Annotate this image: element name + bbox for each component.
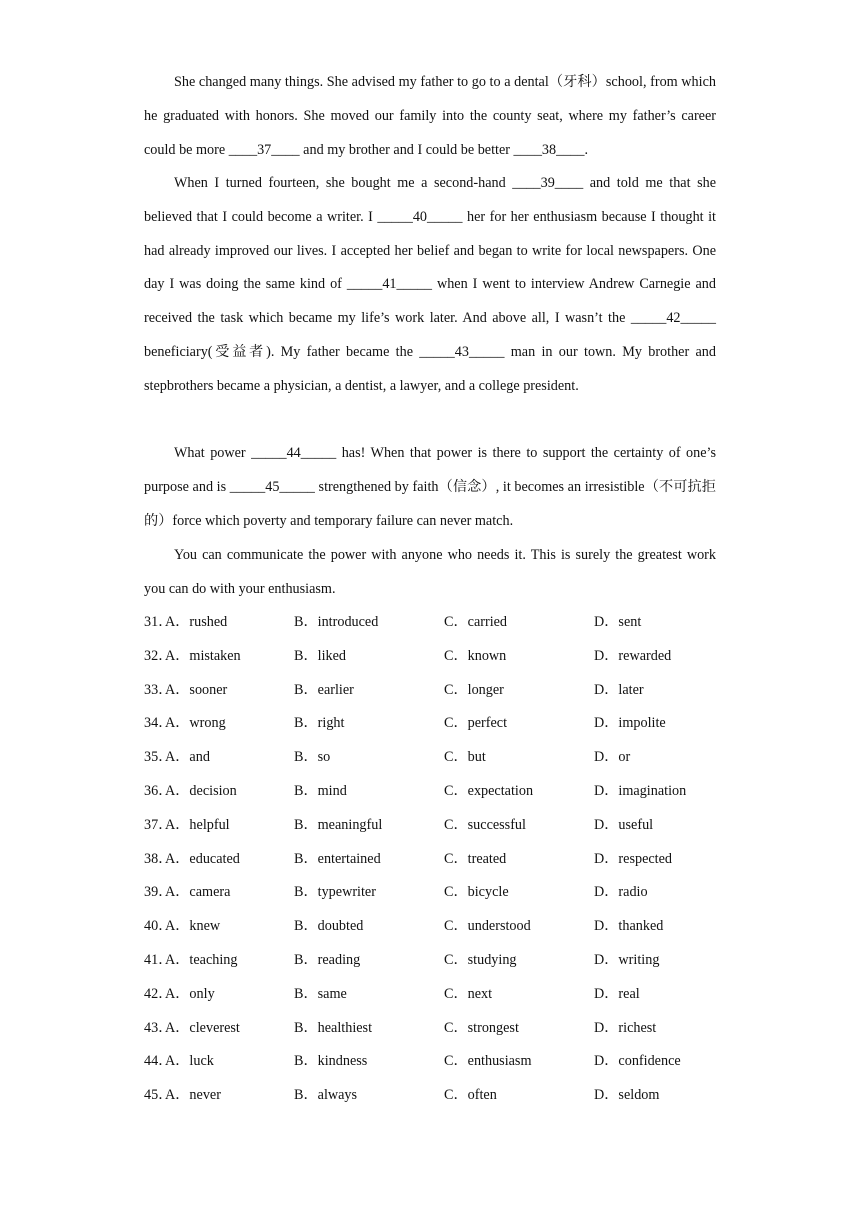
option-c: C．longer xyxy=(444,681,504,698)
question-number: 39． xyxy=(144,884,173,901)
option-b: B．introduced xyxy=(294,614,379,630)
option-a: A．only xyxy=(165,985,215,1002)
option-b: B．so xyxy=(294,749,331,766)
question-row xyxy=(144,741,724,775)
option-d: D．useful xyxy=(594,816,654,833)
option-b: B．right xyxy=(294,715,345,732)
option-c: C．strongest xyxy=(444,1019,519,1036)
passage-paragraph-1: She changed many things. She advised my father to go to a dental（牙科）school, from which he graduated with honors. She moved our family into the county seat, where my father’s career could be more ____37____ and my brother and I could be better ____38____. xyxy=(144,74,716,158)
option-c: C．known xyxy=(444,647,507,664)
question-row xyxy=(144,775,724,809)
question-number: 42． xyxy=(144,985,173,1002)
question-number: 35． xyxy=(144,749,173,766)
option-a: A．rushed xyxy=(165,614,228,630)
question-number: 37． xyxy=(144,816,173,833)
option-c: C．understood xyxy=(444,918,531,935)
passage-paragraph-2: When I turned fourteen, she bought me a second-hand ____39____ and told me that she believed that I could become a writer. I _____40_____ her for her enthusiasm because I thought it had already improved our lives. I accepted her belief and began to write for local newspapers. One day I was doing the same kind of _____41_____ when I went to interview Andrew Carnegie and received the task which became my life’s work later. And above all, I wasn’t the _____42_____ beneficiary(受益者). My father became the _____43_____ man in our town. My brother and stepbrothers became a physician, a dentist, a lawyer, and a college president. xyxy=(144,175,716,394)
option-d: D．impolite xyxy=(594,715,666,732)
option-b: B．meaningful xyxy=(294,816,383,833)
question-number: 34． xyxy=(144,715,173,732)
option-d: D．respected xyxy=(594,850,672,867)
option-b: B．reading xyxy=(294,951,361,968)
option-c: C．treated xyxy=(444,850,507,867)
option-a: A．helpful xyxy=(165,816,230,833)
option-c: C．enthusiasm xyxy=(444,1053,532,1070)
option-a: A．educated xyxy=(165,850,240,867)
option-b: B．healthiest xyxy=(294,1019,373,1036)
option-a: A．mistaken xyxy=(165,647,241,664)
question-number: 32． xyxy=(144,647,173,664)
option-b: B．earlier xyxy=(294,681,354,698)
option-a: A．decision xyxy=(165,782,237,799)
option-d: D．rewarded xyxy=(594,647,672,664)
option-d: D．seldom xyxy=(594,1087,660,1104)
question-number: 45． xyxy=(144,1087,173,1104)
option-b: B．typewriter xyxy=(294,884,376,901)
option-d: D．writing xyxy=(594,951,660,968)
option-d: D．radio xyxy=(594,884,648,901)
option-d: D．real xyxy=(594,985,640,1002)
option-a: A．knew xyxy=(165,918,221,935)
option-b: B．entertained xyxy=(294,850,381,867)
option-a: A．and xyxy=(165,749,210,766)
question-number: 33． xyxy=(144,681,173,698)
question-row xyxy=(144,944,724,978)
option-a: A．wrong xyxy=(165,715,226,732)
question-number: 43． xyxy=(144,1019,173,1036)
question-row xyxy=(144,910,724,944)
question-row xyxy=(144,1079,724,1113)
option-d: D．sent xyxy=(594,614,642,630)
option-c: C．studying xyxy=(444,951,517,968)
option-d: D．thanked xyxy=(594,918,664,935)
option-b: B．liked xyxy=(294,647,347,664)
question-number: 36． xyxy=(144,782,173,799)
option-a: A．sooner xyxy=(165,681,228,698)
option-b: B．kindness xyxy=(294,1053,368,1070)
option-c: C．bicycle xyxy=(444,884,509,901)
passage-paragraph-4: You can communicate the power with anyone who needs it. This is surely the greatest work you can do with your enthusiasm. xyxy=(144,547,716,597)
option-b: B．same xyxy=(294,985,347,1002)
option-d: D．confidence xyxy=(594,1053,681,1070)
option-c: C．perfect xyxy=(444,715,508,732)
option-c: C．often xyxy=(444,1087,497,1104)
option-b: B．mind xyxy=(294,782,347,799)
option-d: D．or xyxy=(594,749,631,766)
question-row xyxy=(144,606,724,640)
question-row xyxy=(144,640,724,674)
question-number: 41． xyxy=(144,951,173,968)
option-c: C．but xyxy=(444,749,486,766)
option-a: A．luck xyxy=(165,1053,214,1070)
question-row xyxy=(144,674,724,708)
question-number: 44． xyxy=(144,1053,173,1070)
question-row xyxy=(144,1045,724,1079)
option-c: C．next xyxy=(444,985,493,1002)
option-b: B．always xyxy=(294,1087,358,1104)
option-d: D．later xyxy=(594,681,644,698)
option-d: D．imagination xyxy=(594,782,687,799)
option-c: C．successful xyxy=(444,816,526,833)
question-row xyxy=(144,876,724,910)
option-a: A．teaching xyxy=(165,951,238,968)
question-row xyxy=(144,978,724,1012)
option-b: B．doubted xyxy=(294,918,364,935)
option-a: A．camera xyxy=(165,884,231,901)
passage-paragraph-3: What power _____44_____ has! When that power is there to support the certainty of one’s purpose and is _____45_____ strengthened by faith（信念）, it becomes an irresistible（不可抗拒的）force which poverty and temporary failure can never match. xyxy=(144,445,716,529)
question-row xyxy=(144,843,724,877)
option-a: A．cleverest xyxy=(165,1019,240,1036)
question-number: 31． xyxy=(144,614,173,630)
answer-options-list xyxy=(144,606,724,1113)
question-row xyxy=(144,1012,724,1046)
option-c: C．expectation xyxy=(444,782,534,799)
option-d: D．richest xyxy=(594,1019,657,1036)
option-a: A．never xyxy=(165,1087,221,1104)
question-number: 38． xyxy=(144,850,173,867)
question-number: 40． xyxy=(144,918,173,935)
question-row xyxy=(144,707,724,741)
question-row xyxy=(144,809,724,843)
option-c: C．carried xyxy=(444,614,508,630)
